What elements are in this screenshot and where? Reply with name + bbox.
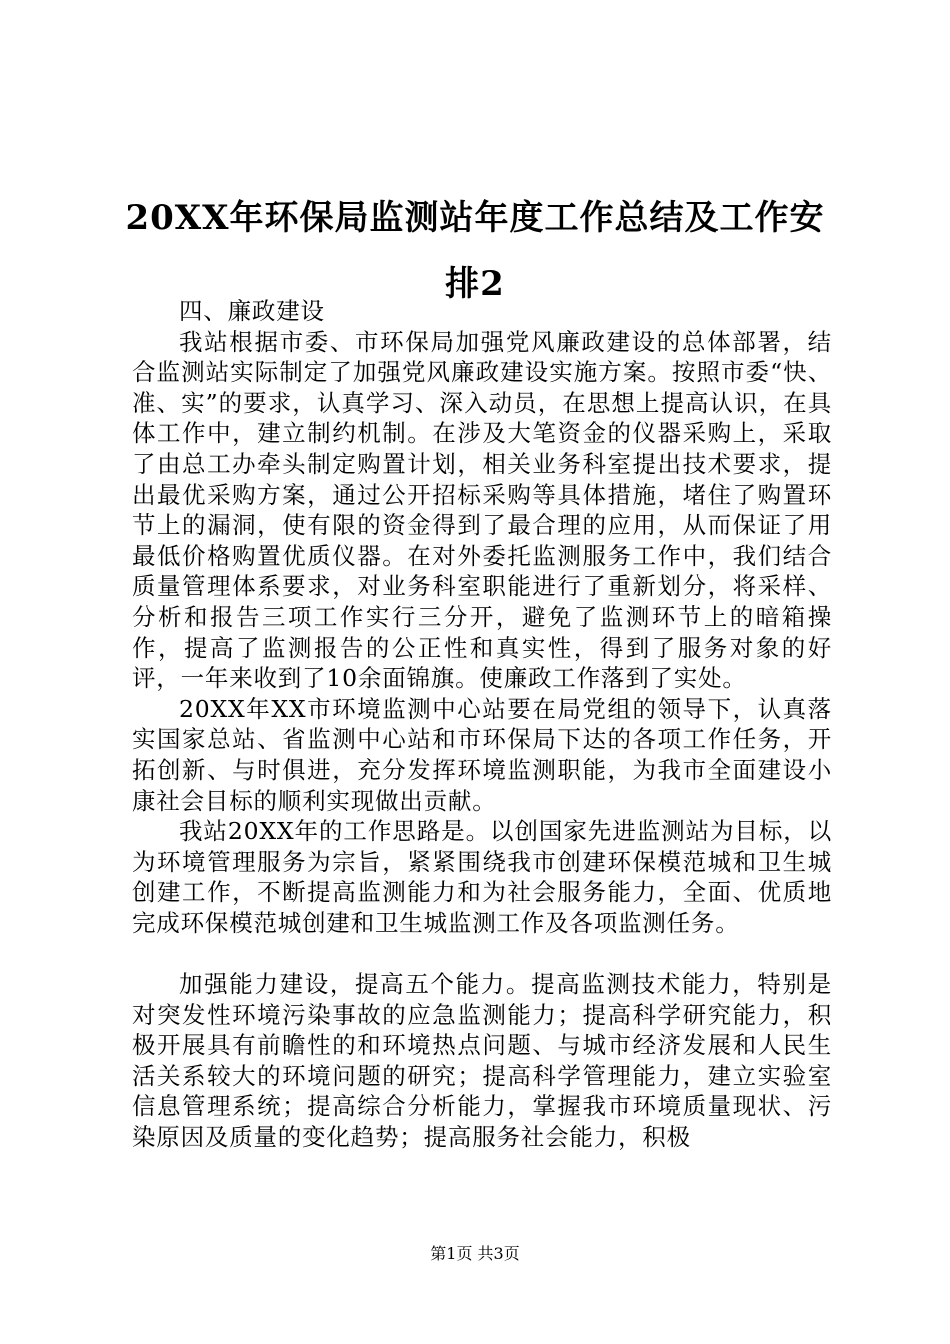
paragraph: 我站20XX年的工作思路是。以创国家先进监测站为目标，以为环境管理服务为宗旨，紧紧围绕我市创建环保模范城和卫生城创建工作，不断提高监测能力和为社会服务能力，全面、优质地完成环保模范城创建和卫生城监测工作及各项监测任务。 bbox=[132, 817, 832, 937]
document-title: 20XX年环保局监测站年度工作总结及工作安排2 bbox=[125, 198, 825, 304]
paragraph: 20XX年XX市环境监测中心站要在局党组的领导下，认真落实国家总站、省监测中心站和市环保局下达的各项工作任务，开拓创新、与时俱进，充分发挥环境监测职能，为我市全面建设小康社会目标的顺利实现做出贡献。 bbox=[132, 694, 832, 815]
document-body bbox=[132, 296, 832, 1153]
page-footer: 第1页 共3页 bbox=[430, 1244, 520, 1263]
paragraph: 加强能力建设，提高五个能力。提高监测技术能力，特别是对突发性环境污染事故的应急监测能力；提高科学研究能力，积极开展具有前瞻性的和环境热点问题、与城市经济发展和人民生活关系较大的环境问题的研究；提高科学管理能力，建立实验室信息管理系统；提高综合分析能力，掌握我市环境质量现状、污染原因及质量的变化趋势；提高服务社会能力，积极 bbox=[132, 970, 832, 1152]
paragraph: 我站根据市委、市环保局加强党风廉政建设的总体部署，结合监测站实际制定了加强党风廉政建设实施方案。按照市委“快、准、实”的要求，认真学习、深入动员，在思想上提高认识，在具体工作中，建立制约机制。在涉及大笔资金的仪器采购上，采取了由总工办牵头制定购置计划，相关业务科室提出技术要求，提出最优采购方案，通过公开招标采购等具体措施，堵住了购置环节上的漏洞，使有限的资金得到了最合理的应用，从而保证了用最低价格购置优质仪器。在对外委托监测服务工作中，我们结合质量管理体系要求，对业务科室职能进行了重新划分，将采样、分析和报告三项工作实行三分开，避免了监测环节上的暗箱操作，提高了监测报告的公正性和真实性，得到了服务对象的好评，一年来收到了10余面锦旗。使廉政工作落到了实处。 bbox=[132, 327, 832, 693]
section-heading: 四、廉政建设 bbox=[179, 297, 325, 325]
